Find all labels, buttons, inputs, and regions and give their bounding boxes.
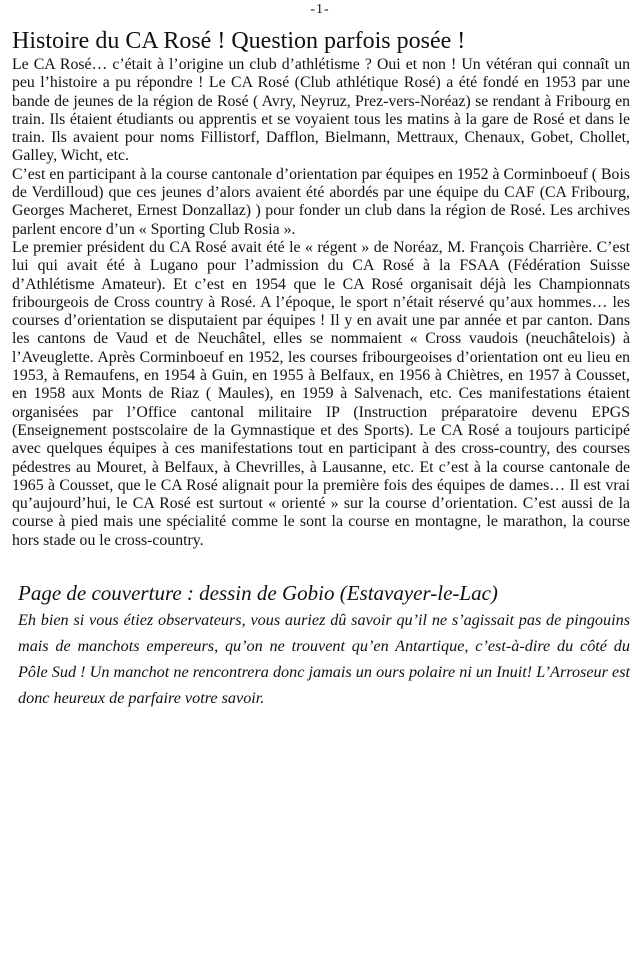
article-body <box>12 56 630 550</box>
article-paragraph-3: Le premier président du CA Rosé avait été le « régent » de Noréaz, M. François Charrière. C’est lui qui avait été à Lugano pour l’admission du CA Rosé à la FSAA (Fédération Suisse d’Athlétisme Amateur). Et c’est en 1954 que le CA Rosé organisait déjà les Championnats fribourgeois de Cross country à Rosé. A l’époque, le sport n’était réservé qu’aux hommes… les courses d’orientation se disputaient par équipes ! Il y en avait une par année et par canton. Dans les cantons de Vaud et de Neuchâtel, elles se nommaient « Cross vaudois (neuchâtelois) à l’Aveuglette. Après Corminboeuf en 1952, les courses fribourgeoises d’orientation ont eu lieu en 1953, à Remaufens, en 1954 à Guin, en 1955 à Belfaux, en 1956 à Chiètres, en 1957 à Cousset, en 1958 aux Monts de Riaz ( Maules), en 1959 à Salvenach, etc. Ces manifestations étaient organisées par l’Office cantonal militaire IP (Instruction préparatoire devenu EPGS (Enseignement postscolaire de la Gymnastique et des Sports). Le CA Rosé a toujours participé avec quelques équipes à ces manifestations tout en participant à des cross-country, des courses pédestres au Mouret, à Belfaux, à Chevrilles, à Lausanne, etc. Et c’est à la course cantonale de 1965 à Cousset, que le CA Rosé alignait pour la première fois des équipes de dames… Il est vrai qu’aujourd’hui, le CA Rosé est surtout « orienté » sur la course d’orientation. C’est aussi de la course à pied mais une spécialité comme le sont la course en montagne, le marathon, la course hors stade ou le cross-country. <box>12 238 630 549</box>
article-title: Histoire du CA Rosé ! Question parfois posée ! <box>12 28 466 54</box>
cover-text: Eh bien si vous étiez observateurs, vous auriez dû savoir qu’il ne s’agissait pas de pingouins mais de manchots empereurs, qu’on ne trouvent qu’en Antartique, c’est-à-dire du côté du Pôle Sud ! Un manchot ne rencontrera donc jamais un ours polaire ni un Inuit! L’Arroseur est donc heureux de parfaire votre savoir. <box>18 611 630 708</box>
article-paragraph-1: Le CA Rosé… c’était à l’origine un club d’athlétisme ? Oui et non ! Un vétéran qui connaît un peu l’histoire a pu répondre ! Le CA Rosé (Club athlétique Rosé) a été fondé en 1953 par une bande de jeunes de la région de Rosé ( Avry, Neyruz, Prez-vers-Noréaz) se rendant à Fribourg en train. Ils étaient étudiants ou apprentis et se voyaient tous les matins à la gare de Rosé et dans le train. Ils avaient pour noms Fillistorf, Dafflon, Bielmann, Mettraux, Chenaux, Gobet, Chollet, Galley, Wicht, etc. <box>12 56 630 165</box>
cover-title: Page de couverture : dessin de Gobio (Estavayer-le-Lac) <box>18 581 498 606</box>
page-number: -1- <box>310 2 330 17</box>
article-paragraph-2: C’est en participant à la course cantonale d’orientation par équipes en 1952 à Corminboeuf ( Bois de Verdilloud) que ces jeunes d’alors avaient été abordés par une équipe du CAF (CA Fribourg, Georges Macheret, Ernest Donzallaz) ) pour fonder un club dans la région de Rosé. Les archives parlent encore d’un « Sporting Club Rosia ». <box>12 165 630 238</box>
